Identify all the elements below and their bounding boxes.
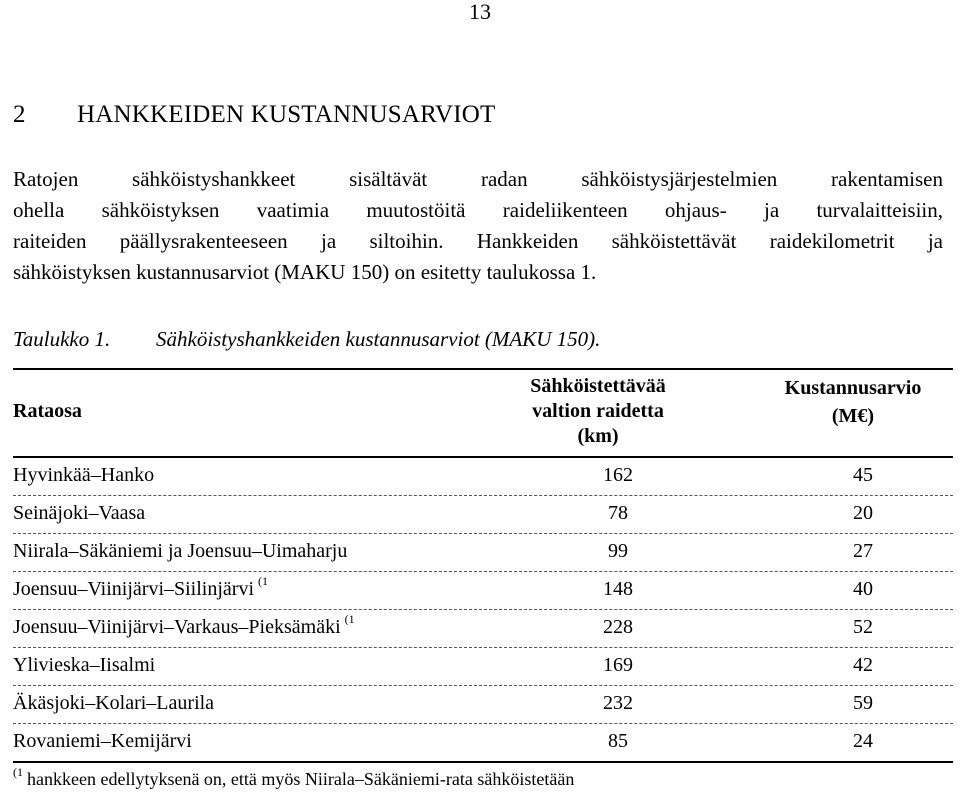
table-caption-label: Taulukko 1. <box>13 327 111 351</box>
cost-table <box>13 368 953 763</box>
header-km-line: Sähköistettävää <box>530 375 666 397</box>
cell-rataosa-text: Seinäjoki–Vaasa <box>13 502 146 524</box>
table-row <box>13 572 953 610</box>
table-body <box>13 458 953 763</box>
table-row <box>13 496 953 534</box>
table-caption-text: Sähköistyshankkeiden kustannusarviot (MAKU 150). <box>156 327 601 351</box>
table-row <box>13 724 953 763</box>
cell-cost: 42 <box>853 654 873 676</box>
cell-km: 228 <box>603 616 633 638</box>
footnote-ref: (1 <box>344 612 355 626</box>
cell-rataosa <box>13 692 214 715</box>
cell-rataosa-text: Hyvinkää–Hanko <box>13 464 155 486</box>
header-rataosa: Rataosa <box>13 400 82 422</box>
cell-km: 85 <box>608 730 628 752</box>
cell-rataosa-text: Äkäsjoki–Kolari–Laurila <box>13 692 215 714</box>
cell-rataosa <box>13 612 355 639</box>
cell-rataosa <box>13 502 145 525</box>
header-cost-line: (M€) <box>831 405 875 427</box>
table-row <box>13 648 953 686</box>
paragraph-line: Ratojen sähköistyshankkeet sisältävät radan sähköistysjärjestelmien rakentamisen <box>13 167 943 191</box>
cell-cost: 40 <box>853 578 873 600</box>
cell-km: 148 <box>603 578 633 600</box>
cell-rataosa-text: Niirala–Säkäniemi ja Joensuu–Uimaharju <box>13 540 348 562</box>
table-header <box>13 370 953 458</box>
section-title: HANKKEIDEN KUSTANNUSARVIOT <box>77 101 496 128</box>
cell-rataosa <box>13 730 192 753</box>
cell-cost: 24 <box>853 730 873 752</box>
cell-cost: 59 <box>853 692 873 714</box>
paragraph-line: ohella sähköistyksen vaatimia muutostöitä raideliikenteen ohjaus- ja turvalaitteisiin, <box>13 198 943 222</box>
footnote-marker: (1 <box>13 765 23 779</box>
table-caption <box>13 327 600 352</box>
cell-rataosa <box>13 464 154 487</box>
section-heading <box>13 101 496 129</box>
footnote-ref: (1 <box>258 574 269 588</box>
table-row <box>13 610 953 648</box>
footnote <box>13 765 575 790</box>
cell-cost: 45 <box>853 464 873 486</box>
cell-rataosa-text: Joensuu–Viinijärvi–Varkaus–Pieksämäki <box>13 616 341 638</box>
body-paragraph <box>13 164 943 288</box>
cell-cost: 27 <box>853 540 873 562</box>
cell-cost: 20 <box>853 502 873 524</box>
cell-rataosa <box>13 654 155 677</box>
cell-km: 99 <box>608 540 628 562</box>
cell-rataosa-text: Ylivieska–Iisalmi <box>13 654 156 676</box>
cell-km: 169 <box>603 654 633 676</box>
cell-km: 162 <box>603 464 633 486</box>
table-row <box>13 534 953 572</box>
table-row <box>13 686 953 724</box>
footnote-text: hankkeen edellytyksenä on, että myös Niirala–Säkäniemi-rata sähköistetään <box>27 769 575 789</box>
header-cost-line: Kustannusarvio <box>784 377 922 399</box>
table-row <box>13 458 953 496</box>
paragraph-line: sähköistyksen kustannusarviot (MAKU 150) on esitetty taulukossa 1. <box>13 260 597 284</box>
header-km-line: valtion raidetta <box>532 400 664 422</box>
page-number: 13 <box>469 0 491 24</box>
header-cost <box>753 374 953 430</box>
header-km-line: (km) <box>577 425 619 447</box>
cell-rataosa <box>13 574 269 601</box>
cell-rataosa-text: Rovaniemi–Kemijärvi <box>13 730 192 752</box>
cell-rataosa-text: Joensuu–Viinijärvi–Siilinjärvi <box>13 578 255 600</box>
cell-rataosa <box>13 540 347 563</box>
section-number: 2 <box>13 101 26 128</box>
cell-cost: 52 <box>853 616 873 638</box>
cell-km: 232 <box>603 692 633 714</box>
paragraph-line: raiteiden päällysrakenteeseen ja siltoihin. Hankkeiden sähköistettävät raidekilometrit ja <box>13 229 943 253</box>
header-km <box>508 374 688 449</box>
cell-km: 78 <box>608 502 628 524</box>
